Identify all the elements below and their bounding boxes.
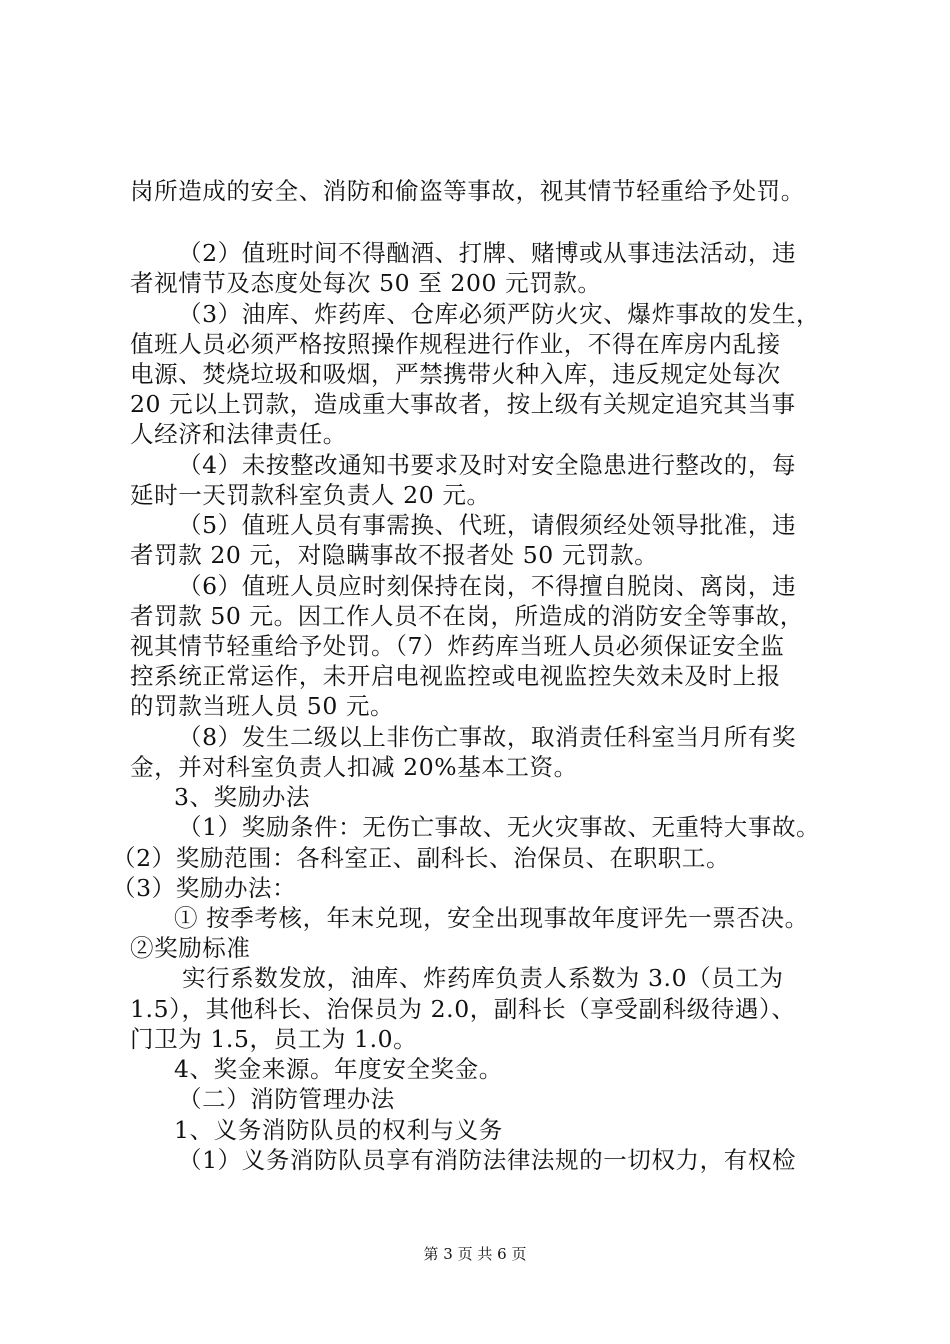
text-line: 的罚款当班人员 50 元。	[130, 692, 395, 720]
text-line: 人经济和法律责任。	[130, 420, 347, 448]
text-line: 者罚款 20 元，对隐瞒事故不报者处 50 元罚款。	[130, 541, 659, 569]
text-line: 者视情节及态度处每次 50 至 200 元罚款。	[130, 269, 602, 297]
page-footer: 第 3 页 共 6 页	[423, 1245, 527, 1263]
text-line: 20 元以上罚款，造成重大事故者，按上级有关规定追究其当事	[130, 390, 796, 418]
text-line: ① 按季考核，年末兑现，安全出现事故年度评先一票否决。	[174, 904, 809, 932]
text-line: ②奖励标准	[130, 934, 251, 962]
text-line: 延时一天罚款科室负责人 20 元。	[130, 481, 491, 509]
text-line: 门卫为 1.5，员工为 1.0。	[130, 1025, 418, 1053]
text-line: （3）奖励办法：	[112, 874, 297, 902]
text-line: 1、义务消防队员的权利与义务	[174, 1116, 503, 1144]
text-line: 岗所造成的安全、消防和偷盗等事故，视其情节轻重给予处罚。	[130, 177, 805, 205]
text-line: （4）未按整改通知书要求及时对安全隐患进行整改的，每	[178, 451, 797, 479]
text-line: 视其情节轻重给予处罚。（7）炸药库当班人员必须保证安全监	[130, 632, 785, 660]
text-line: （5）值班人员有事需换、代班，请假须经处领导批准，违	[178, 511, 797, 539]
text-line: （3）油库、炸药库、仓库必须严防火灾、爆炸事故的发生，	[178, 300, 821, 328]
text-line: 值班人员必须严格按照操作规程进行作业，不得在库房内乱接	[130, 330, 781, 358]
text-line: （1）奖励条件：无伤亡事故、无火灾事故、无重特大事故。	[178, 813, 821, 841]
text-line: 1.5），其他科长、治保员为 2.0，副科长（享受副科级待遇）、	[130, 995, 796, 1023]
text-line: 实行系数发放，油库、炸药库负责人系数为 3.0（员工为	[182, 964, 784, 992]
text-line: （2）值班时间不得酗酒、打牌、赌博或从事违法活动，违	[178, 239, 797, 267]
text-line: 者罚款 50 元。因工作人员不在岗，所造成的消防安全等事故，	[130, 602, 804, 630]
text-line: （1）义务消防队员享有消防法律法规的一切权力，有权检	[178, 1146, 797, 1174]
text-line: 3、奖励办法	[174, 783, 311, 811]
text-line: 电源、焚烧垃圾和吸烟，严禁携带火种入库，违反规定处每次	[130, 360, 781, 388]
text-line: （6）值班人员应时刻保持在岗，不得擅自脱岗、离岗，违	[178, 572, 797, 600]
text-line: 控系统正常运作，未开启电视监控或电视监控失效未及时上报	[130, 662, 781, 690]
text-line: （二）消防管理办法	[178, 1085, 395, 1113]
text-line: 4、奖金来源。年度安全奖金。	[174, 1055, 503, 1083]
text-line: （8）发生二级以上非伤亡事故，取消责任科室当月所有奖	[178, 723, 797, 751]
text-line: 金，并对科室负责人扣减 20%基本工资。	[130, 753, 578, 781]
text-line: （2）奖励范围：各科室正、副科长、治保员、在职职工。	[112, 844, 731, 872]
